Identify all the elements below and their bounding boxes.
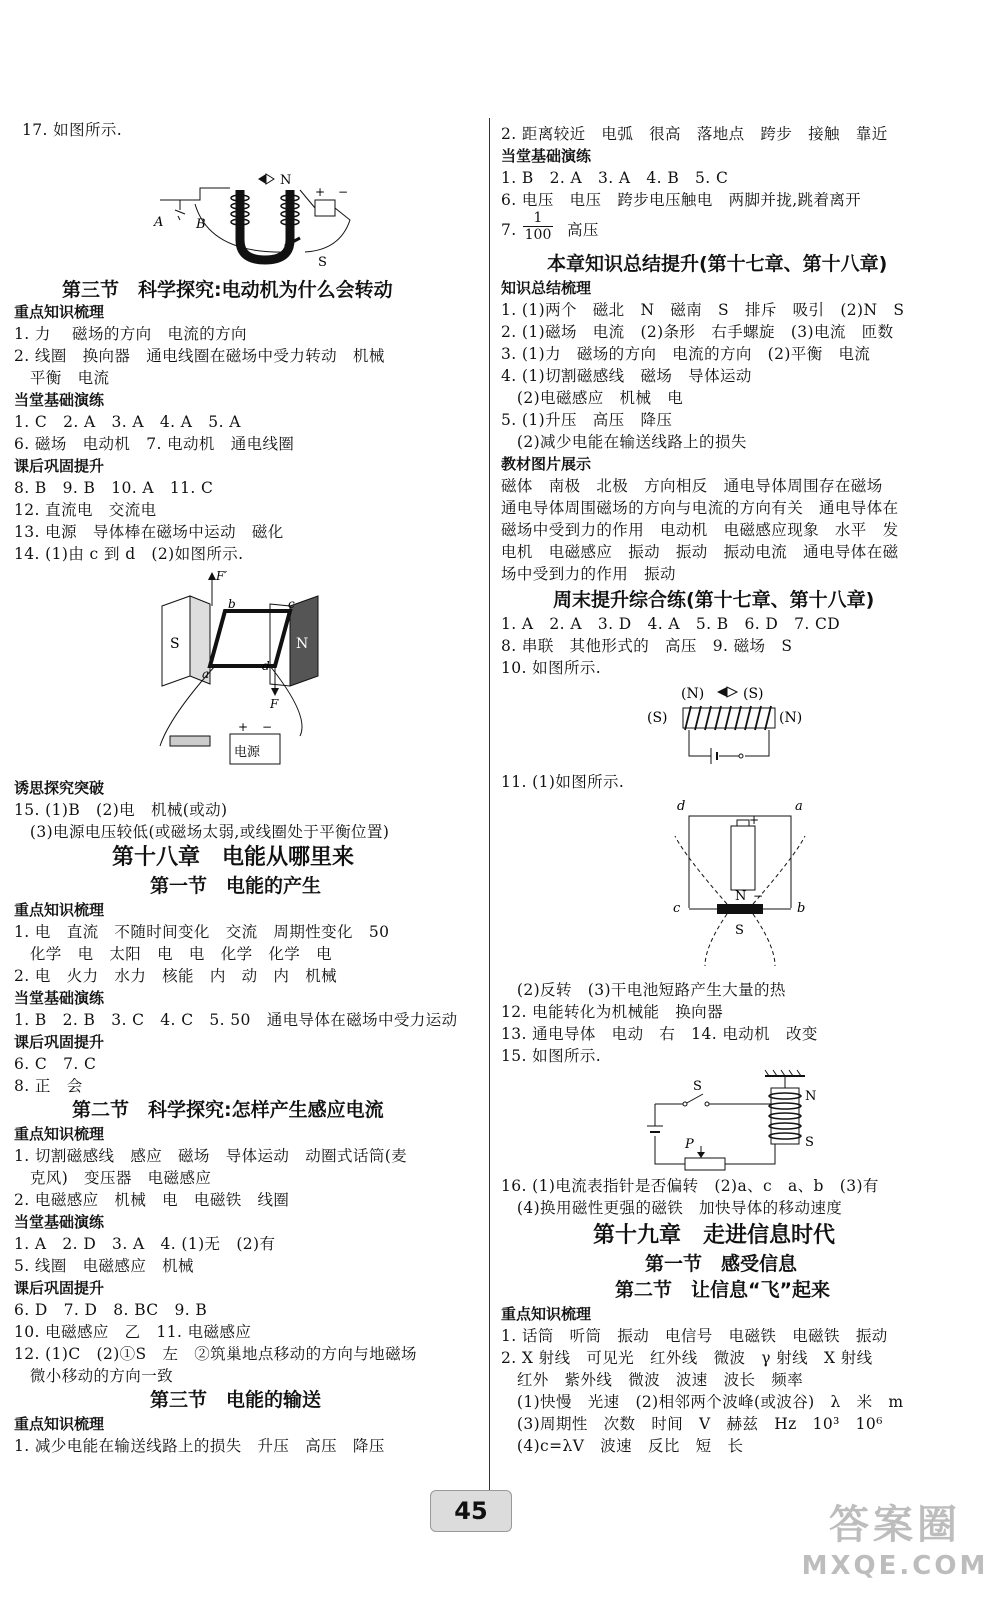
key-points-heading-4: 重点知识梳理 [14, 1415, 105, 1433]
fig14-s-label: S [170, 636, 180, 652]
r-line15: 电机 电磁感应 振动 振动 振动电流 通电导体在磁 [501, 543, 899, 561]
s3-line11: (3)电源电压较低(或磁场太弱,或线圈处于平衡位置) [14, 823, 390, 841]
section3-title: 第三节 科学探究:电动机为什么会转动 [62, 279, 393, 301]
r-line9: (2)电磁感应 机械 电 [501, 389, 684, 407]
class-practice-heading-3: 当堂基础演练 [14, 1213, 105, 1231]
r-line22: 12. 电能转化为机械能 换向器 [501, 1003, 723, 1021]
c18-line9: 2. 电磁感应 机械 电 电磁铁 线圈 [14, 1191, 290, 1209]
r-line29: 红外 紫外线 微波 波速 波长 频率 [501, 1371, 804, 1389]
fig14-c-label: c [288, 597, 295, 611]
watermark-line1: 答案圈 [829, 1502, 961, 1548]
explore-heading: 诱思探究突破 [14, 779, 105, 797]
r-line23: 13. 通电导体 电动 右 14. 电动机 改变 [501, 1025, 818, 1043]
s3-line2: 2. 线圈 换向器 通电线圈在磁场中受力转动 机械 [14, 347, 385, 365]
r-line8: 4. (1)切割磁感线 磁场 导体运动 [501, 367, 752, 385]
r-line21: (2)反转 (3)干电池短路产生大量的热 [501, 981, 786, 999]
s3-line1: 1. 力 磁场的方向 电流的方向 [14, 325, 247, 343]
r-line28: 2. X 射线 可见光 红外线 微波 γ 射线 X 射线 [501, 1349, 873, 1367]
c18-line16: 1. 减少电能在输送线路上的损失 升压 高压 降压 [14, 1437, 385, 1455]
key-points-heading-2: 重点知识梳理 [14, 901, 105, 919]
chapter18-title: 第十八章 电能从哪里来 [112, 845, 355, 870]
r-line3: 6. 电压 电压 跨步电压触电 两脚并拢,跳着离开 [501, 191, 862, 209]
fig14-d-label: d [262, 659, 270, 673]
r-line27: 1. 话筒 听筒 振动 电信号 电磁铁 电磁铁 振动 [501, 1327, 888, 1345]
r-line19: 10. 如图所示. [501, 659, 602, 677]
figure-15-electromagnet-circuit [645, 1068, 845, 1178]
r-line20: 11. (1)如图所示. [501, 773, 625, 791]
key-points-heading: 重点知识梳理 [14, 303, 105, 321]
fig14-source-label: 电源 [234, 745, 261, 760]
c18-line14: 12. (1)C (2)①S 左 ②筑巢地点移动的方向与地磁场 [14, 1345, 417, 1363]
fig14-fprime-label: F′ [216, 569, 228, 583]
fig17-plus: + [315, 185, 326, 199]
s3-line9: 14. (1)由 c 到 d (2)如图所示. [14, 545, 244, 563]
r-line31: (3)周期性 次数 时间 V 赫兹 Hz 10³ 10⁶ [501, 1415, 883, 1433]
fig11-plus: + [749, 813, 760, 827]
fraction-denominator: 100 [524, 227, 552, 243]
summary-title: 本章知识总结提升(第十七章、第十八章) [547, 253, 888, 275]
summary-heading: 知识总结梳理 [501, 279, 592, 297]
r-line16: 场中受到力的作用 振动 [501, 565, 676, 583]
fig15-p-label: P [685, 1137, 694, 1152]
ch18-section1-title: 第一节 电能的产生 [150, 875, 322, 897]
textbook-figures-heading: 教材图片展示 [501, 455, 592, 473]
after-class-heading-2: 课后巩固提升 [14, 1033, 105, 1051]
ch18-section2-title: 第二节 科学探究:怎样产生感应电流 [72, 1099, 384, 1121]
fig11-c-label: c [673, 901, 681, 916]
r-line30: (1)快慢 光速 (2)相邻两个波峰(或波谷) λ 米 m [501, 1393, 904, 1411]
c18-line2: 化学 电 太阳 电 电 化学 化学 电 [14, 945, 333, 963]
fig17-s-label: S [318, 255, 327, 270]
class-practice-heading-2: 当堂基础演练 [14, 989, 105, 1007]
class-practice-heading: 当堂基础演练 [14, 391, 105, 409]
c18-line1: 1. 电 直流 不随时间变化 交流 周期性变化 50 [14, 923, 390, 941]
figure-11-battery-field [665, 796, 825, 976]
r-line10: 5. (1)升压 高压 降压 [501, 411, 673, 429]
r-line12: 磁体 南极 北极 方向相反 通电导体周围存在磁场 [501, 477, 883, 495]
watermark-logo [800, 1500, 990, 1590]
fig11-s-label: S [735, 923, 744, 938]
fig14-a-label: a [202, 667, 210, 681]
r-line4-prefix: 7. [501, 221, 517, 239]
after-class-heading: 课后巩固提升 [14, 457, 105, 475]
r-line26: (4)换用磁性更强的磁铁 加快导体的移动速度 [501, 1199, 843, 1217]
r-line7: 3. (1)力 磁场的方向 电流的方向 (2)平衡 电流 [501, 345, 871, 363]
r-line25: 16. (1)电流表指针是否偏转 (2)a、c a、b (3)有 [501, 1177, 879, 1195]
s3-line8: 13. 电源 导体棒在磁场中运动 磁化 [14, 523, 284, 541]
fig10-left-s: (S) [647, 710, 668, 726]
r-line2: 1. B 2. A 3. A 4. B 5. C [501, 169, 729, 187]
figure-10-solenoid [645, 680, 845, 770]
fig11-d-label: d [677, 799, 686, 814]
figure-14-motor [150, 566, 330, 776]
c18-line13: 10. 电磁感应 乙 11. 电磁感应 [14, 1323, 252, 1341]
fig15-switch-label: S [693, 1079, 702, 1094]
fig14-f-label: F [270, 697, 279, 711]
r-line14: 磁场中受到力的作用 电动机 电磁感应现象 水平 发 [501, 521, 899, 539]
fig11-minus: − [753, 889, 764, 903]
fig17-minus: − [338, 185, 349, 199]
r-class-practice-heading: 当堂基础演练 [501, 147, 592, 165]
r-line6: 2. (1)磁场 电流 (2)条形 右手螺旋 (3)电流 匝数 [501, 323, 894, 341]
fig14-b-label: b [228, 597, 236, 611]
c18-line4: 1. B 2. B 3. C 4. C 5. 50 通电导体在磁场中受力运动 [14, 1011, 458, 1029]
r-line32: (4)c=λV 波速 反比 短 长 [501, 1437, 744, 1455]
fig17-b-label: B [196, 217, 206, 232]
r-line17: 1. A 2. A 3. D 4. A 5. B 6. D 7. CD [501, 615, 841, 633]
fig11-b-label: b [797, 901, 806, 916]
column-divider [489, 118, 490, 1490]
fig14-minus: − [262, 720, 273, 734]
r-line13: 通电导体周围磁场的方向与电流的方向有关 通电导体在 [501, 499, 899, 517]
fig14-n-label: N [296, 636, 309, 652]
ch19-section2-title: 第二节 让信息“飞”起来 [615, 1279, 830, 1301]
r-key-points-heading: 重点知识梳理 [501, 1305, 592, 1323]
figure-17-electromagnet [140, 170, 360, 270]
c18-line10: 1. A 2. D 3. A 4. (1)无 (2)有 [14, 1235, 276, 1253]
fig11-a-label: a [795, 799, 803, 814]
fig10-top-n: (N) [681, 686, 705, 702]
r-line5: 1. (1)两个 磁北 N 磁南 S 排斥 吸引 (2)N S [501, 301, 905, 319]
fig15-n-label: N [805, 1089, 817, 1104]
s3-line10: 15. (1)B (2)电 机械(或动) [14, 801, 228, 819]
fraction [523, 210, 553, 243]
c18-line8: 克风) 变压器 电磁感应 [14, 1169, 212, 1187]
fig10-top-s: (S) [743, 686, 764, 702]
c18-line12: 6. D 7. D 8. BC 9. B [14, 1301, 208, 1319]
page-number: 45 [430, 1490, 512, 1532]
s3-line7: 12. 直流电 交流电 [14, 501, 157, 519]
fig14-plus: + [238, 720, 249, 734]
c18-line3: 2. 电 火力 水力 核能 内 动 内 机械 [14, 967, 338, 985]
chapter19-title: 第十九章 走进信息时代 [593, 1223, 836, 1248]
s3-line5: 6. 磁场 电动机 7. 电动机 通电线圈 [14, 435, 295, 453]
key-points-heading-3: 重点知识梳理 [14, 1125, 105, 1143]
r-line18: 8. 串联 其他形式的 高压 9. 磁场 S [501, 637, 793, 655]
q17-text: 17. 如图所示. [22, 121, 123, 139]
s3-line4: 1. C 2. A 3. A 4. A 5. A [14, 413, 241, 431]
c18-line15: 微小移动的方向一致 [14, 1367, 174, 1385]
after-class-heading-3: 课后巩固提升 [14, 1279, 105, 1297]
r-line24: 15. 如图所示. [501, 1047, 602, 1065]
fraction-numerator: 1 [533, 210, 543, 226]
fig15-s2-label: S [805, 1135, 814, 1150]
r-line1: 2. 距离较近 电弧 很高 落地点 跨步 接触 靠近 [501, 125, 888, 143]
ch18-section3-title: 第三节 电能的输送 [150, 1389, 322, 1411]
c18-line6: 8. 正 会 [14, 1077, 83, 1095]
c18-line7: 1. 切割磁感线 感应 磁场 导体运动 动圈式话筒(麦 [14, 1147, 408, 1165]
ch19-section1-title: 第一节 感受信息 [645, 1253, 798, 1275]
r-line4-suffix: 高压 [567, 221, 599, 239]
weekend-title: 周末提升综合练(第十七章、第十八章) [553, 589, 875, 611]
s3-line6: 8. B 9. B 10. A 11. C [14, 479, 214, 497]
fig17-n-label: N [280, 173, 292, 188]
fig17-a-label: A [154, 215, 164, 230]
s3-line3: 平衡 电流 [14, 369, 110, 387]
r-line11: (2)减少电能在输送线路上的损失 [501, 433, 747, 451]
fig11-n-label: N [735, 889, 747, 904]
fig10-right-n: (N) [779, 710, 803, 726]
c18-line5: 6. C 7. C [14, 1055, 97, 1073]
watermark-line2: MXQE.COM [801, 1551, 989, 1581]
c18-line11: 5. 线圈 电磁感应 机械 [14, 1257, 194, 1275]
